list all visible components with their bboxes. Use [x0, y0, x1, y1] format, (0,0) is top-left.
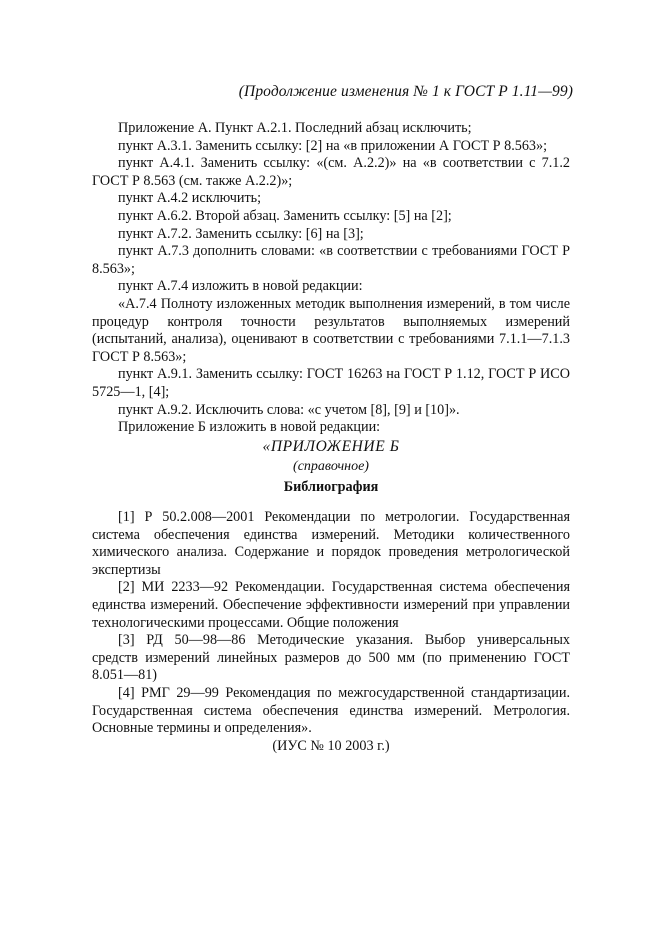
- change-list: [92, 120, 570, 437]
- change-item: пункт А.3.1. Заменить ссылку: [2] на «в приложении А ГОСТ Р 8.563»;: [118, 137, 548, 154]
- appendix-subtitle: (справочное): [293, 459, 369, 474]
- bibliography-list: [92, 509, 570, 738]
- continuation-header: (Продолжение изменения № 1 к ГОСТ Р 1.11—99): [238, 83, 573, 100]
- change-item: «А.7.4 Полноту изложенных методик выполнения измерений, в том числе процедур контроля точности результатов выполняемых измерений (испытаний, анализа), оценивают в соответствии с требованиями 7.1.1—7.1.3 ГОСТ Р 8.563»;: [92, 295, 570, 365]
- bibliography-item: [3] РД 50—98—86 Методические указания. Выбор универсальных средств измерений линейных размеров до 500 мм (по применению ГОСТ 8.051—81): [92, 632, 570, 684]
- bibliography-item: [2] МИ 2233—92 Рекомендации. Государственная система обеспечения единства измерений. Обеспечение эффективности измерений при управлении технологическими процессами. Общие положения: [92, 579, 570, 631]
- change-item: пункт А.7.4 изложить в новой редакции:: [118, 278, 363, 295]
- bibliography-item: [4] РМГ 29—99 Рекомендация по межгосударственной стандартизации. Государственная система обеспечения единства измерений. Метрология. Основные термины и определения».: [92, 684, 570, 737]
- change-item: пункт А.7.2. Заменить ссылку: [6] на [3];: [118, 225, 364, 242]
- source-note: (ИУС № 10 2003 г.): [272, 738, 390, 754]
- change-item: пункт А.9.1. Заменить ссылку: ГОСТ 16263 на ГОСТ Р 1.12, ГОСТ Р ИСО 5725—1, [4];: [92, 366, 570, 400]
- change-item: Приложение А. Пункт А.2.1. Последний абзац исключить;: [118, 120, 472, 136]
- change-item: пункт А.6.2. Второй абзац. Заменить ссылку: [5] на [2];: [118, 207, 452, 224]
- change-item: пункт А.9.2. Исключить слова: «с учетом [8], [9] и [10]».: [118, 401, 460, 418]
- change-item: пункт А.7.3 дополнить словами: «в соответствии с требованиями ГОСТ Р 8.563»;: [92, 243, 570, 277]
- appendix-title: «ПРИЛОЖЕНИЕ Б: [262, 438, 400, 455]
- bibliography-heading: Библиография: [283, 479, 379, 495]
- change-item: пункт А.4.2 исключить;: [118, 190, 262, 207]
- change-item: пункт А.4.1. Заменить ссылку: «(см. А.2.2)» на «в соответствии с 7.1.2 ГОСТ Р 8.563 (см. также А.2.2)»;: [92, 155, 570, 189]
- bibliography-item: [1] Р 50.2.008—2001 Рекомендации по метрологии. Государственная система обеспечения единства измерений. Методики количественного химического анализа. Содержание и порядок проведения метрологической экспертизы: [92, 509, 570, 578]
- change-item: Приложение Б изложить в новой редакции:: [118, 419, 381, 436]
